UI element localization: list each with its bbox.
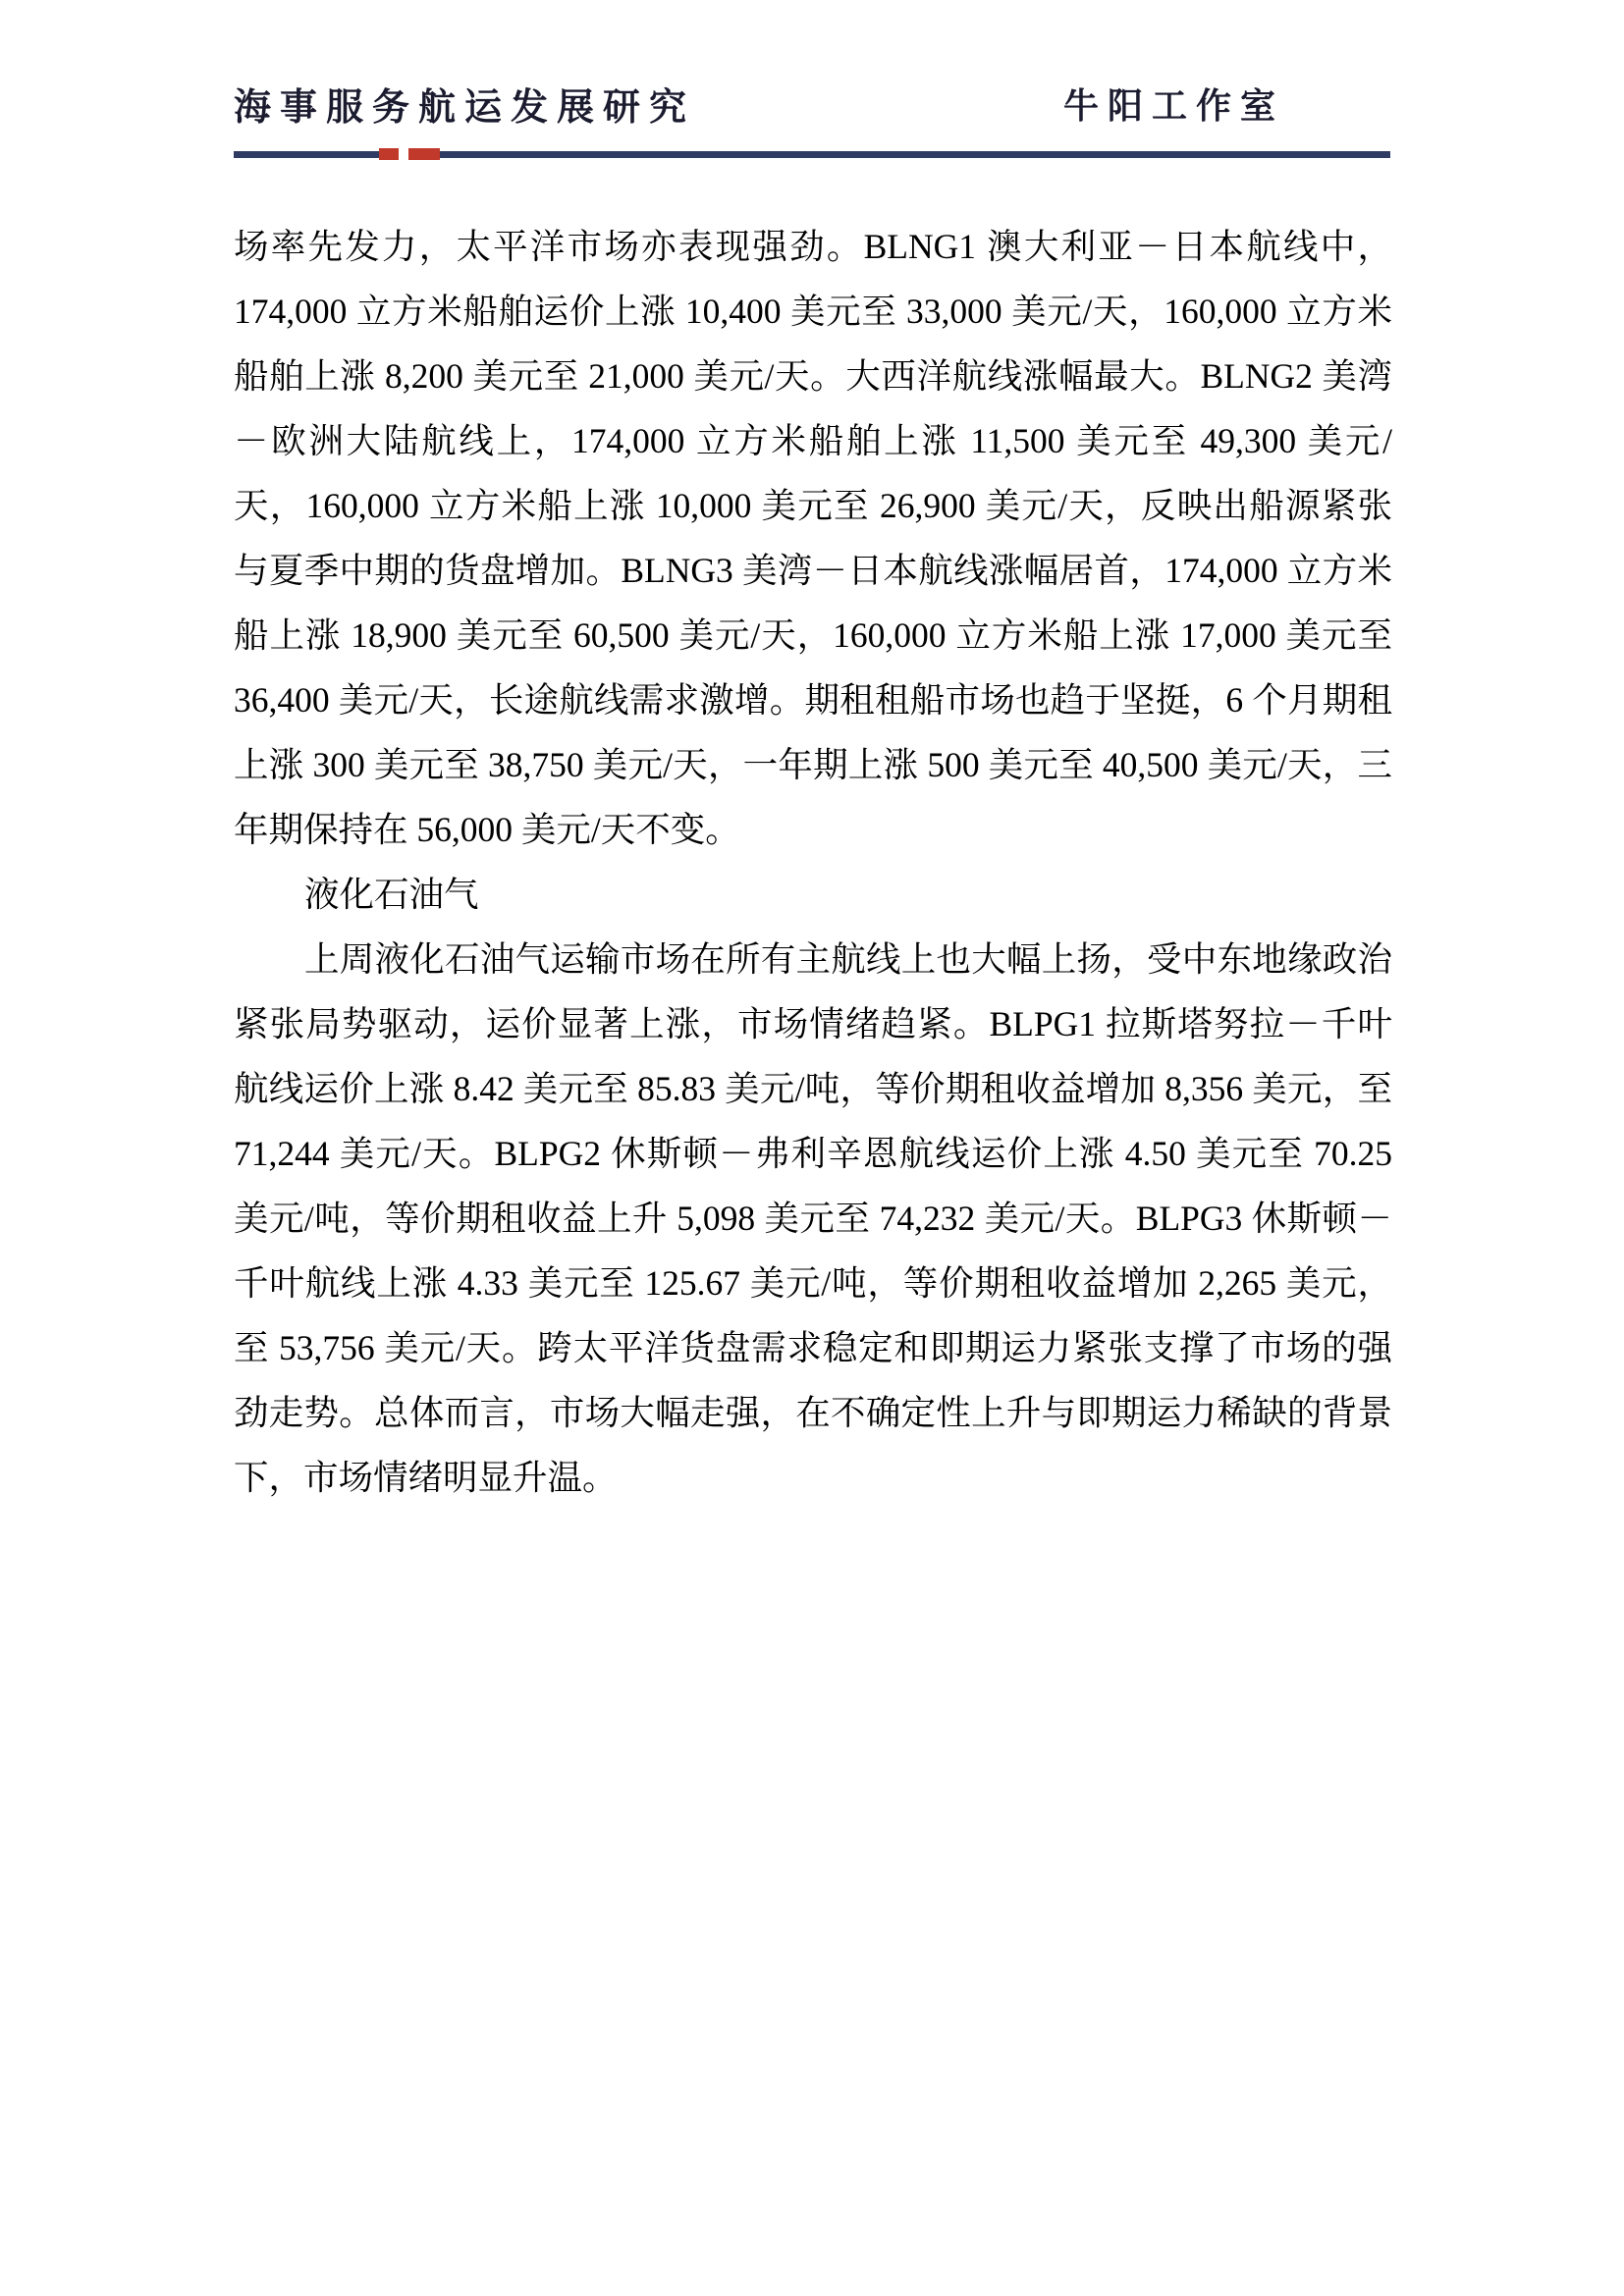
header-title-right: 牛阳工作室	[1063, 85, 1285, 126]
header-title-left: 海事服务航运发展研究	[234, 87, 696, 129]
page-header	[234, 77, 1390, 165]
paragraph-lng-market: 场率先发力，太平洋市场亦表现强劲。BLNG1 澳大利亚－日本航线中，174,000 立方米船舶运价上涨 10,400 美元至 33,000 美元/天，160,000 立方米船舶上涨 8,200 美元至 21,000 美元/天。大西洋航线涨幅最大。BLNG2 美湾－欧洲大陆航线上，174,000 立方米船舶上涨 11,500 美元至 49,300 美元/天，160,000 立方米船上涨 10,000 美元至 26,900 美元/天，反映出船源紧张与夏季中期的货盘增加。BLNG3 美湾－日本航线涨幅居首，174,000 立方米船上涨 18,900 美元至 60,500 美元/天，160,000 立方米船上涨 17,000 美元至 36,400 美元/天，长途航线需求激增。期租租船市场也趋于坚挺，6 个月期租上涨 300 美元至 38,750 美元/天，一年期上涨 500 美元至 40,500 美元/天，三年期保持在 56,000 美元/天不变。	[234, 227, 1392, 849]
section-subheading-lpg: 液化石油气	[304, 875, 479, 914]
document-body	[234, 214, 1392, 1510]
header-divider-accent	[379, 148, 440, 160]
paragraph-lpg-market: 上周液化石油气运输市场在所有主航线上也大幅上扬，受中东地缘政治紧张局势驱动，运价显著上涨，市场情绪趋紧。BLPG1 拉斯塔努拉－千叶航线运价上涨 8.42 美元至 85.83 美元/吨，等价期租收益增加 8,356 美元，至 71,244 美元/天。BLPG2 休斯顿－弗利辛恩航线运价上涨 4.50 美元至 70.25 美元/吨，等价期租收益上升 5,098 美元至 74,232 美元/天。BLPG3 休斯顿－千叶航线上涨 4.33 美元至 125.67 美元/吨，等价期租收益增加 2,265 美元，至 53,756 美元/天。跨太平洋货盘需求稳定和即期运力紧张支撑了市场的强劲走势。总体而言，市场大幅走强，在不确定性上升与即期运力稀缺的背景下，市场情绪明显升温。	[234, 939, 1392, 1497]
